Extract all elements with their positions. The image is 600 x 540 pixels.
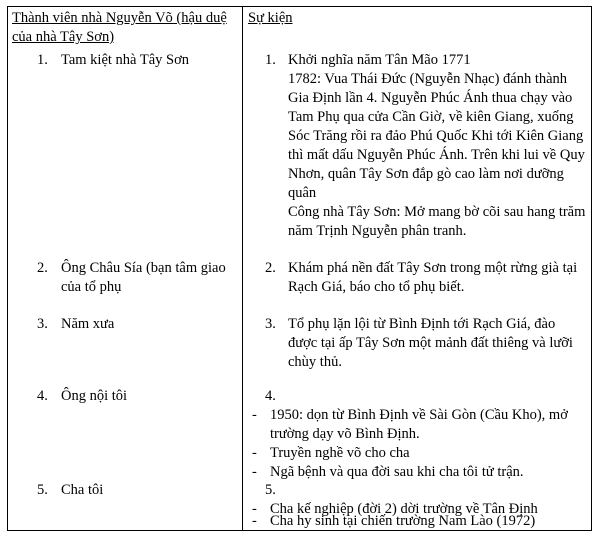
row-2-event-number: 2. [265, 260, 276, 276]
row-3-number: 3. [37, 316, 48, 332]
bullet-dash: - [252, 407, 257, 423]
column-divider [242, 7, 243, 530]
row-5-number: 5. [37, 482, 48, 498]
row-1-member: Tam kiệt nhà Tây Sơn [61, 52, 190, 68]
bullet-dash: - [252, 445, 257, 461]
bullet-dash: - [252, 464, 257, 480]
row-4-bullet-1: 1950: dọn từ Bình Định về Sài Gòn (Cầu Kho), mở trường dạy võ Bình Định. [270, 407, 568, 442]
row-2-event: Khám phá nền đất Tây Sơn trong một rừng già tại Rạch Giá, báo cho tổ phụ biết. [288, 260, 578, 295]
row-4-bullet-2: Truyền nghề võ cho cha [270, 445, 410, 461]
row-4-number: 4. [37, 388, 48, 404]
row-4-member: Ông nội tôi [61, 388, 128, 404]
row-1-event [288, 51, 586, 241]
row-5-event-number: 5. [265, 482, 276, 498]
events-table [7, 6, 592, 531]
row-1-event-line: Công nhà Tây Sơn: Mở mang bờ cõi sau hang trăm năm Trịnh Nguyễn phân tranh. [288, 204, 586, 239]
row-5-member: Cha tôi [61, 482, 104, 498]
row-1-event-line: Khởi nghĩa năm Tân Mão 1771 [288, 52, 471, 68]
row-5-bullet-2: Cha hy sinh tại chiến trường Nam Lào (1972) [270, 513, 536, 529]
row-5-bullet-1: Cha kế nghiệp (đời 2) dời trường về Tân Định [270, 501, 538, 517]
row-2-number: 2. [37, 260, 48, 276]
row-4-bullet-3: Ngã bệnh và qua đời sau khi cha tôi tử trận. [270, 464, 524, 480]
row-3-event: Tổ phụ lặn lội từ Bình Định tới Rạch Giá, đào được tại ấp Tây Sơn một mảnh đất thiêng và lưỡi chùy thủ. [288, 316, 573, 370]
row-1-event-number: 1. [265, 52, 276, 68]
row-2-member: Ông Châu Sía (bạn tâm giao của tổ phụ [61, 260, 226, 295]
row-3-event-number: 3. [265, 316, 276, 332]
header-event: Sự kiện [248, 10, 293, 26]
bullet-dash: - [252, 513, 257, 529]
row-4-event-number: 4. [265, 388, 276, 404]
row-1-number: 1. [37, 52, 48, 68]
row-1-event-line: 1782: Vua Thái Đức (Nguyễn Nhạc) đánh thành Gia Định lần 4. Nguyễn Phúc Ánh thua chạy vào Tam Phụ qua cửa Cần Giờ, về kiên Giang, xuống Sóc Trăng rồi ra đảo Phú Quốc Khi tới Kiên Giang thì mất dấu Nguyễn Phúc Ánh. Trên khi lui về Quy Nhơn, quân Tây Sơn đắp gò cao làm nơi dưỡng quân [288, 71, 585, 201]
row-3-member: Năm xưa [61, 316, 115, 332]
bullet-dash: - [252, 501, 257, 517]
header-member: Thành viên nhà Nguyễn Võ (hậu duệ của nhà Tây Sơn) [12, 10, 227, 45]
